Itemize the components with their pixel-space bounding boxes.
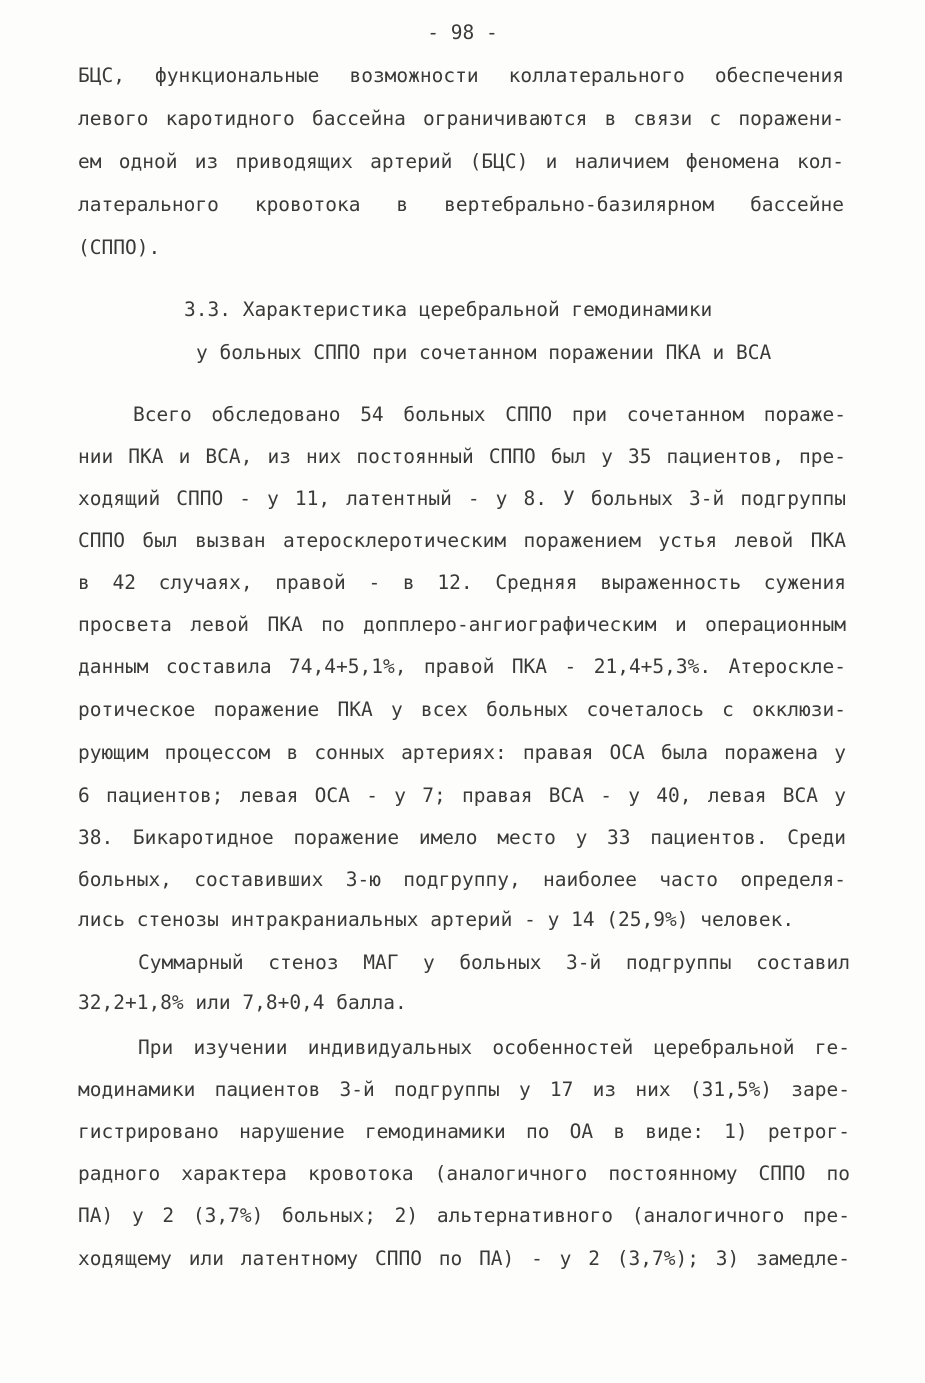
paragraph-2-line-1: Всего обследовано 54 больных СППО при сочетанном пораже- [133, 403, 846, 426]
paragraph-4-line-6: ходящему или латентному СППО по ПА) - у 2 (3,7%); 3) замедле- [78, 1247, 850, 1270]
paragraph-2-line-4: СППО был вызван атеросклеротическим поражением устья левой ПКА [78, 529, 846, 552]
paragraph-1-line-2: левого каротидного бассейна ограничиваются в связи с поражени- [78, 107, 844, 130]
paragraph-2-line-10: 6 пациентов; левая ОСА - у 7; правая ВСА - у 40, левая ВСА у [78, 784, 846, 807]
paragraph-2-line-2: нии ПКА и ВСА, из них постоянный СППО был у 35 пациентов, пре- [78, 445, 846, 468]
paragraph-2-line-8: ротическое поражение ПКА у всех больных сочеталось с окклюзи- [78, 698, 846, 721]
paragraph-1-line-1: БЦС, функциональные возможности коллатерального обеспечения [78, 64, 844, 87]
paragraph-4-line-4: радного характера кровотока (аналогичного постоянному СППО по [78, 1162, 850, 1185]
paragraph-2-line-3: ходящий СППО - у 11, латентный - у 8. У больных 3-й подгруппы [78, 487, 846, 510]
paragraph-2-line-5: в 42 случаях, правой - в 12. Средняя выраженность сужения [78, 571, 846, 594]
section-heading-line-1: 3.3. Характеристика церебральной гемодинамики [184, 298, 713, 321]
section-heading-line-2: у больных СППО при сочетанном поражении ПКА и ВСА [196, 341, 772, 364]
page-number: - 98 - [427, 21, 498, 44]
paragraph-3-line-2: 32,2+1,8% или 7,8+0,4 балла. [78, 991, 407, 1014]
paragraph-3-line-1: Суммарный стеноз МАГ у больных 3-й подгруппы составил [138, 951, 850, 974]
paragraph-2-line-13: лись стенозы интракраниальных артерий - у 14 (25,9%) человек. [78, 908, 795, 931]
paragraph-2-line-6: просвета левой ПКА по допплеро-ангиографическим и операционным [78, 613, 846, 636]
paragraph-1-line-3: ем одной из приводящих артерий (БЦС) и наличием феномена кол- [78, 150, 844, 173]
paragraph-1-line-4: латерального кровотока в вертебрально-базилярном бассейне [78, 193, 844, 216]
paragraph-2-line-9: рующим процессом в сонных артериях: правая ОСА была поражена у [78, 741, 846, 764]
paragraph-4-line-3: гистрировано нарушение гемодинамики по ОА в виде: 1) ретрог- [78, 1120, 850, 1143]
paragraph-2-line-12: больных, составивших 3-ю подгруппу, наиболее часто определя- [78, 868, 846, 891]
paragraph-2-line-7: данным составила 74,4+5,1%, правой ПКА - 21,4+5,3%. Атероскле- [78, 655, 846, 678]
paragraph-4-line-1: При изучении индивидуальных особенностей церебральной ге- [138, 1036, 850, 1059]
paragraph-4-line-5: ПА) у 2 (3,7%) больных; 2) альтернативного (аналогичного пре- [78, 1204, 850, 1227]
paragraph-2-line-11: 38. Бикаротидное поражение имело место у 33 пациентов. Среди [78, 826, 846, 849]
paragraph-4-line-2: модинамики пациентов 3-й подгруппы у 17 из них (31,5%) заре- [78, 1078, 850, 1101]
paragraph-1-line-5: (СППО). [78, 236, 161, 259]
